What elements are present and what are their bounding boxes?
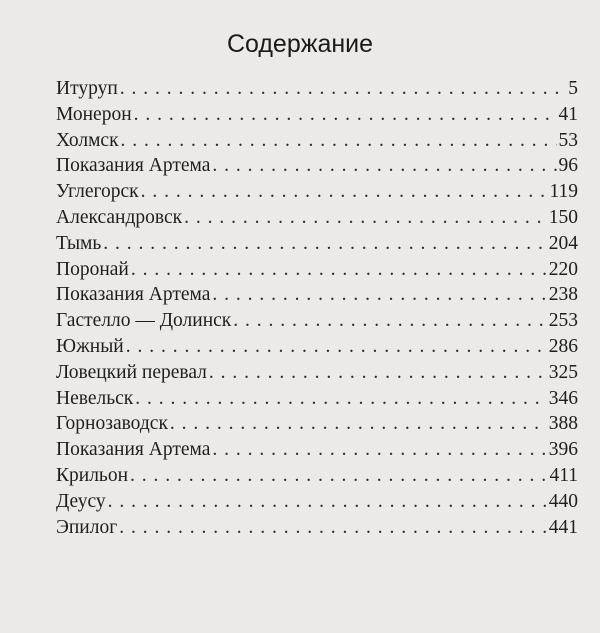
toc-entry-page: 388 <box>548 413 578 435</box>
toc-entry <box>56 259 578 285</box>
toc-entry-title: Показания Артема <box>56 284 211 306</box>
dot-leader <box>103 233 546 255</box>
toc-entry-title: Ловецкий перевал <box>56 361 207 383</box>
toc-entry-title: Показания Артема <box>56 155 211 177</box>
toc-entry-page: 220 <box>548 258 578 280</box>
toc-entry <box>56 233 578 259</box>
toc-entry <box>56 465 578 491</box>
dot-leader <box>212 439 546 461</box>
toc-entry <box>56 284 578 310</box>
toc-entry <box>56 413 578 439</box>
dot-leader <box>212 155 556 177</box>
toc-entry-page: 96 <box>558 155 578 177</box>
toc-entry-title: Александровск <box>56 206 183 228</box>
toc-entry-page: 325 <box>548 361 578 383</box>
dot-leader <box>131 259 547 281</box>
toc-entry-page: 53 <box>558 129 578 151</box>
dot-leader <box>184 207 547 229</box>
dot-leader <box>121 130 557 152</box>
toc-entry-title: Показания Артема <box>56 439 211 461</box>
toc-entry <box>56 155 578 181</box>
dot-leader <box>233 310 546 332</box>
dot-leader <box>134 104 557 126</box>
toc-entry-page: 5 <box>568 78 578 99</box>
toc-entry-title: Поронай <box>56 258 129 280</box>
dot-leader <box>141 181 548 203</box>
show-through-text-bottom <box>0 572 600 633</box>
toc-entry-title: Гастелло — Долинск <box>56 310 232 332</box>
dot-leader <box>170 413 547 435</box>
table-of-contents <box>56 78 578 542</box>
toc-entry <box>56 388 578 414</box>
toc-entry-page: 286 <box>548 335 578 357</box>
dot-leader <box>212 284 546 306</box>
dot-leader <box>135 388 547 410</box>
toc-entry-page: 441 <box>548 516 578 538</box>
toc-entry-page: 119 <box>549 181 578 203</box>
toc-entry <box>56 517 578 543</box>
toc-entry-title: Крильон <box>56 464 129 486</box>
toc-entry-page: 204 <box>548 232 578 254</box>
toc-entry-title: Горнозаводск <box>56 413 168 435</box>
dot-leader <box>209 362 547 384</box>
toc-entry <box>56 181 578 207</box>
toc-entry-page: 440 <box>548 490 578 512</box>
dot-leader <box>126 336 547 358</box>
toc-entry-page: 346 <box>548 387 578 409</box>
dot-leader <box>120 78 566 100</box>
toc-entry <box>56 491 578 517</box>
toc-entry-title: Эпилог <box>56 516 118 538</box>
dot-leader <box>119 517 547 539</box>
toc-entry-page: 238 <box>548 284 578 306</box>
toc-entry-page: 396 <box>548 439 578 461</box>
toc-entry <box>56 362 578 388</box>
toc-entry-title: Итуруп <box>56 78 118 99</box>
toc-entry-title: Тымь <box>56 232 102 254</box>
toc-entry <box>56 310 578 336</box>
toc-entry <box>56 207 578 233</box>
toc-entry-page: 253 <box>548 310 578 332</box>
toc-entry <box>56 336 578 362</box>
dot-leader <box>130 465 547 487</box>
toc-entry-title: Южный <box>56 335 124 357</box>
toc-entry-page: 41 <box>558 103 578 125</box>
page-title: Содержание <box>226 30 374 58</box>
toc-entry-page: 150 <box>548 206 578 228</box>
toc-entry <box>56 439 578 465</box>
toc-entry-page: 411 <box>549 464 578 486</box>
toc-entry-title: Монерон <box>56 103 132 125</box>
toc-entry-title: Деусу <box>56 490 106 512</box>
toc-entry <box>56 104 578 130</box>
toc-entry <box>56 78 578 104</box>
toc-entry-title: Невельск <box>56 387 134 409</box>
toc-entry-title: Углегорск <box>56 181 139 203</box>
toc-entry <box>56 130 578 156</box>
toc-entry-title: Холмск <box>56 129 119 151</box>
dot-leader <box>108 491 547 513</box>
